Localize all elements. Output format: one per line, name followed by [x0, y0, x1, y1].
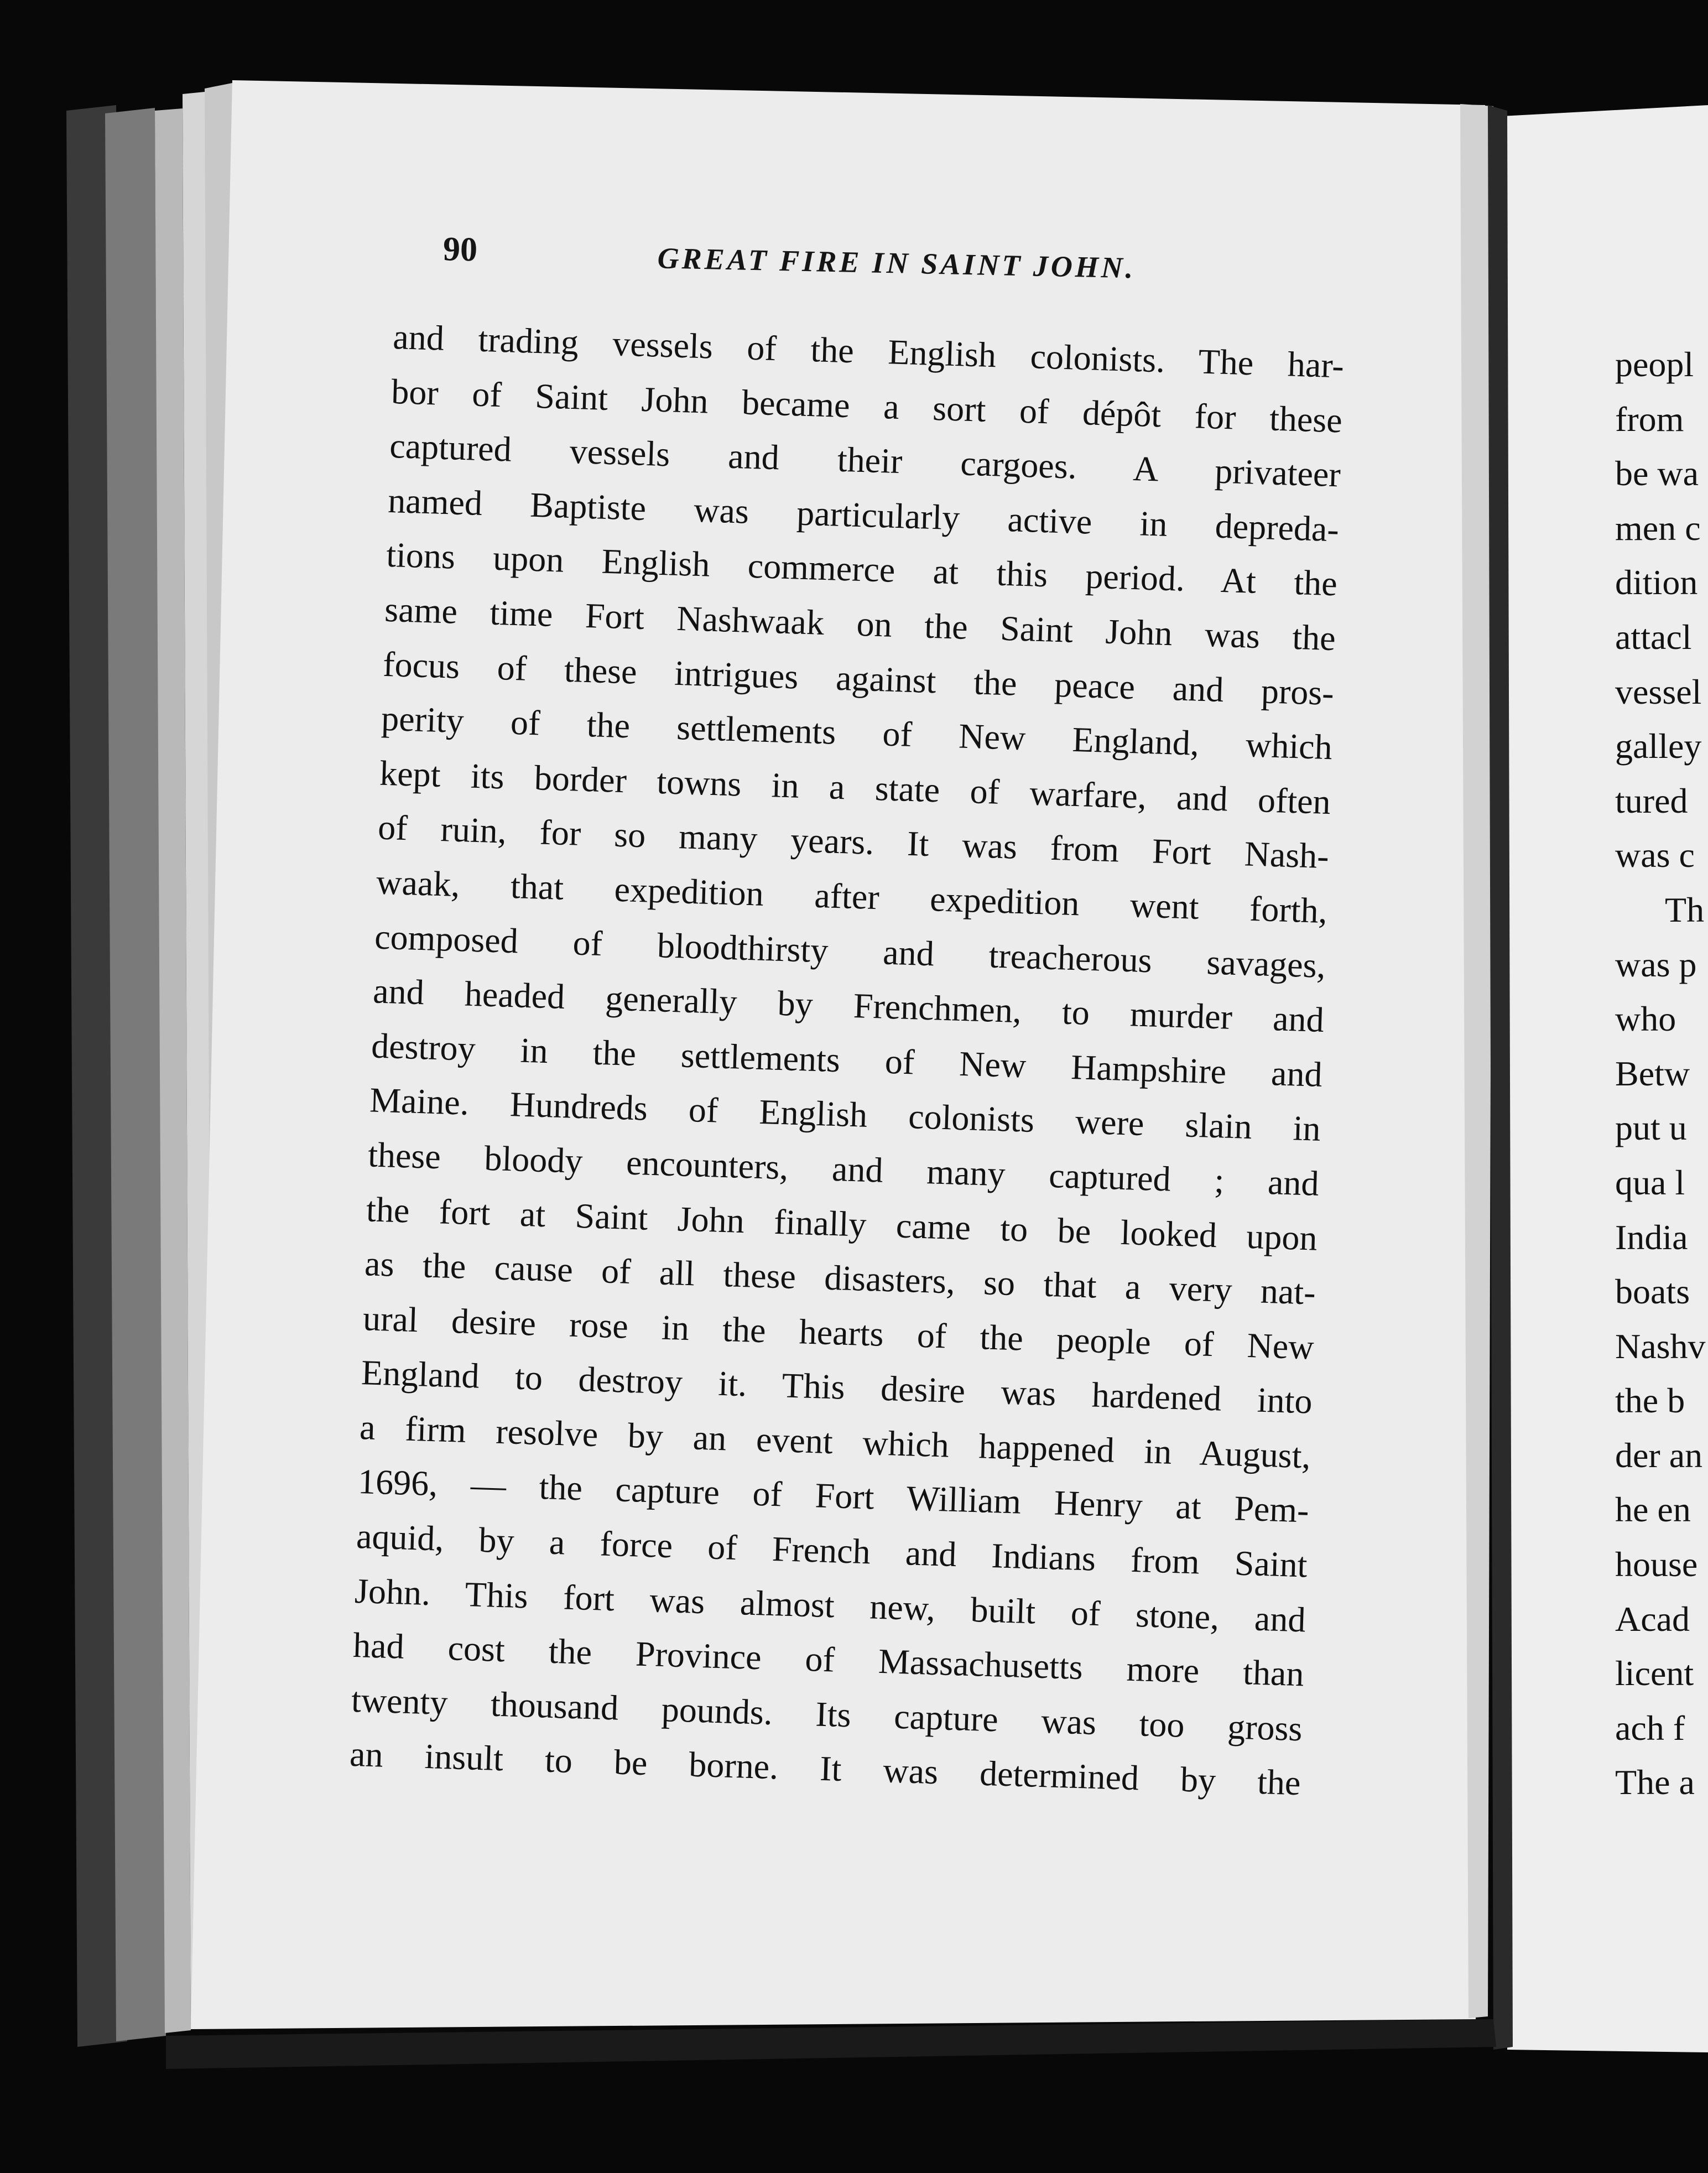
text-line: destroy in the settlements of New Hampshire and	[371, 1026, 1323, 1094]
right-page-fragments	[1615, 337, 1708, 1810]
fragment-line: India	[1615, 1217, 1688, 1257]
fragment-line: house	[1615, 1545, 1698, 1584]
fragment-line: boats	[1615, 1272, 1690, 1312]
fragment-line: The a	[1615, 1763, 1695, 1802]
text-line: a firm resolve by an event which happened in August,	[359, 1407, 1311, 1476]
text-line: the fort at Saint John finally came to be looked upon	[366, 1189, 1318, 1258]
fragment-line: was p	[1615, 944, 1697, 984]
fragment-line: qua l	[1615, 1162, 1685, 1202]
fragment-line: Nashv	[1615, 1326, 1706, 1366]
text-line: composed of bloodthirsty and treacherous savages,	[374, 917, 1326, 985]
fragment-line: ach f	[1615, 1708, 1685, 1748]
fragment-line: Acad	[1615, 1599, 1690, 1639]
fragment-line: licent	[1615, 1654, 1694, 1693]
fragment-line: vessel	[1615, 672, 1702, 711]
text-line: tions upon English commerce at this period. At the	[386, 535, 1338, 604]
fragment-line: be wa	[1615, 454, 1699, 493]
fragment-line: Betw	[1615, 1053, 1690, 1093]
text-line: as the cause of all these disasters, so that a very nat-	[364, 1244, 1316, 1312]
fragment-line: peopl	[1615, 345, 1694, 384]
fragment-line: he en	[1615, 1490, 1691, 1530]
text-line: and trading vessels of the English colonists. The har-	[392, 316, 1345, 386]
text-line: bor of Saint John became a sort of dépôt for these	[390, 371, 1343, 440]
text-line: an insult to be borne. It was determined by the	[349, 1734, 1301, 1803]
text-line: captured vessels and their cargoes. A privateer	[389, 426, 1341, 495]
fragment-line: was c	[1615, 835, 1695, 875]
text-line: kept its border towns in a state of warfare, and often	[379, 753, 1331, 822]
fragment-line: attacl	[1615, 617, 1692, 657]
text-line: named Baptiste was particularly active in depreda-	[387, 480, 1340, 549]
text-line: John. This fort was almost new, built of stone, and	[354, 1571, 1306, 1640]
fragment-line: put u	[1615, 1108, 1687, 1148]
text-line: ural desire rose in the hearts of the people of New	[362, 1298, 1315, 1367]
text-line: waak, that expedition after expedition went forth,	[376, 862, 1328, 930]
text-line: aquid, by a force of French and Indians from Saint	[356, 1516, 1308, 1585]
fragment-line: Th	[1665, 890, 1705, 929]
text-line: perity of the settlements of New England, which	[381, 698, 1333, 767]
page-number: 90	[442, 230, 478, 269]
text-line: twenty thousand pounds. Its capture was too gross	[351, 1680, 1303, 1749]
fragment-line: der an	[1615, 1435, 1703, 1475]
text-line: England to destroy it. This desire was hardened into	[361, 1353, 1313, 1421]
fragment-line: men c	[1615, 508, 1701, 548]
fragment-line: galley	[1615, 726, 1702, 766]
fragment-line: who	[1615, 999, 1676, 1039]
fragment-line: from	[1615, 399, 1684, 439]
fragment-line: tured	[1615, 781, 1688, 820]
text-line: Maine. Hundreds of English colonists were slain in	[369, 1080, 1321, 1149]
text-line: these bloody encounters, and many captured ; and	[367, 1135, 1320, 1203]
text-line: 1696, — the capture of Fort William Henry at Pem-	[357, 1462, 1310, 1530]
text-line: focus of these intrigues against the peace and pros-	[382, 644, 1335, 713]
text-line: same time Fort Nashwaak on the Saint John was the	[384, 589, 1336, 658]
text-line: and headed generally by Frenchmen, to murder and	[372, 971, 1325, 1040]
text-line: of ruin, for so many years. It was from Fort Nash-	[377, 807, 1330, 876]
fragment-line: dition	[1615, 563, 1698, 602]
text-line: had cost the Province of Massachusetts more than	[352, 1625, 1305, 1694]
body-text	[349, 310, 1345, 1811]
fragment-line: the b	[1615, 1381, 1685, 1421]
running-title: GREAT FIRE IN SAINT JOHN.	[657, 241, 1136, 285]
